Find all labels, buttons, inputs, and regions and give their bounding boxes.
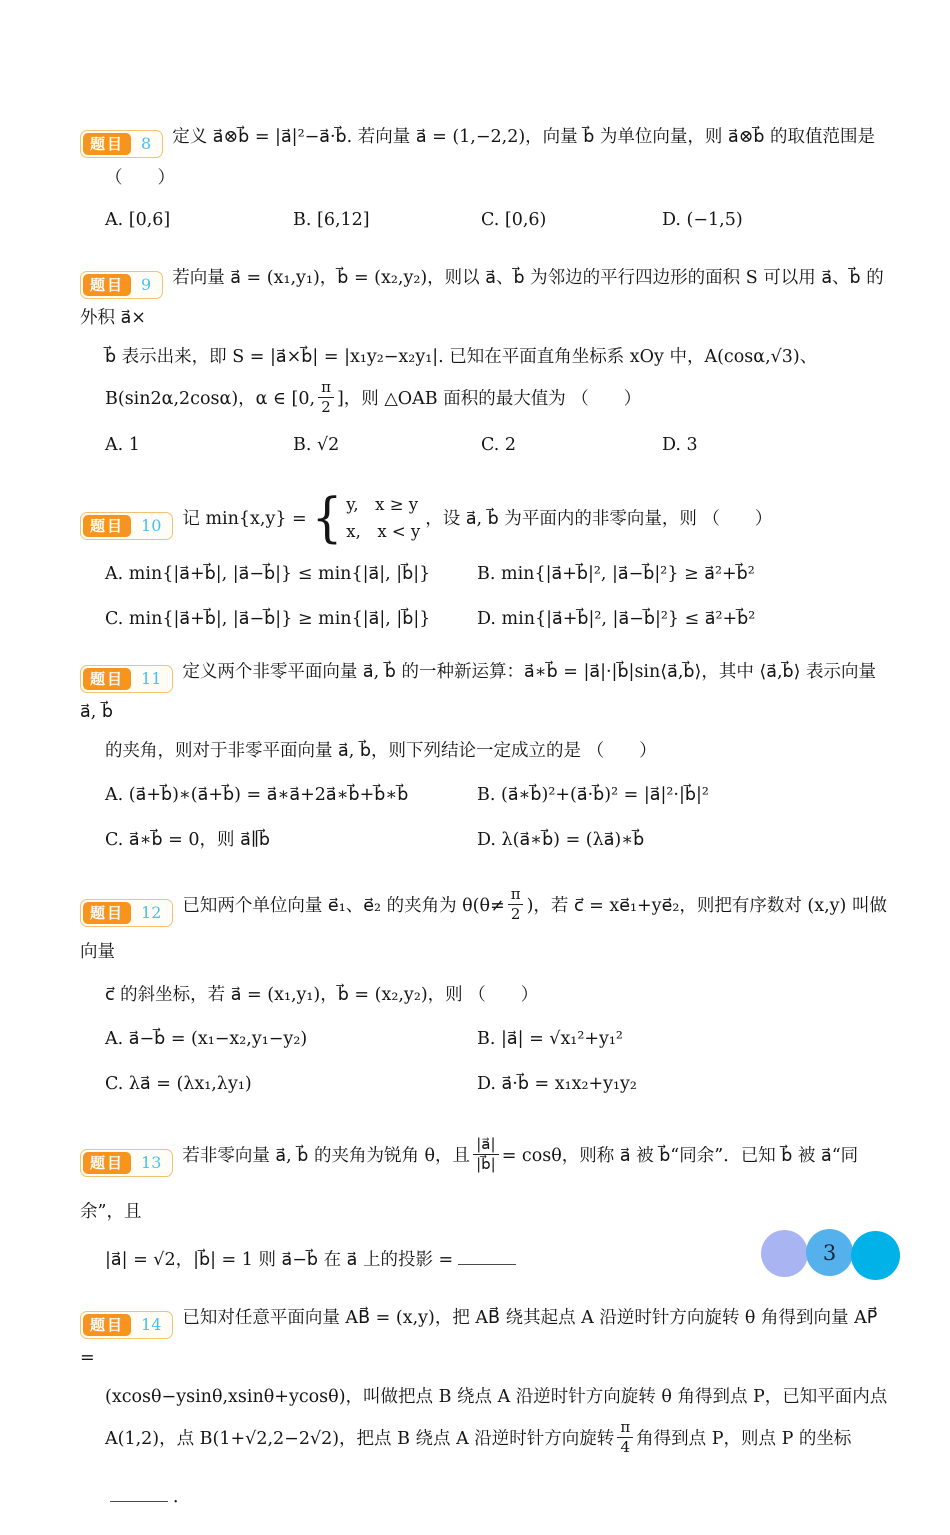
fraction-mag-a-over-mag-b: $\frac{|a⃗|}{|b⃗|}$: [473, 1135, 499, 1175]
question-badge: [80, 130, 163, 158]
question-badge: [80, 512, 173, 540]
question-number: 13: [141, 1153, 162, 1172]
question-text: 已知对任意平面向量 AB⃗ = (x,y)，把 AB⃗ 绕其起点 A 沿逆时针方向旋转 θ 角得到向量 AP⃗ =: [80, 1308, 878, 1368]
question-14-first-line: [80, 1299, 892, 1377]
question-badge: [80, 1311, 173, 1339]
question-14-line4: [80, 1478, 892, 1516]
fraction-pi-over-4: $\frac{\pi}{4}$: [617, 1418, 633, 1458]
line1-post: = cosθ，则称 a⃗ 被 b⃗“同余”．已知 b⃗ 被 a⃗“同余”，且: [80, 1146, 859, 1222]
line3-pre: B(sin2α,2cosα)，α ∈ [0,: [105, 389, 316, 409]
question-11-options: [80, 773, 892, 862]
question-8: [80, 118, 892, 240]
badge-label: 题目: [83, 1152, 131, 1174]
question-11-first-line: [80, 653, 892, 731]
question-number: 8: [141, 134, 152, 153]
question-badge: [80, 665, 173, 693]
question-badge: [80, 271, 163, 299]
question-9-first-line: [80, 259, 892, 337]
question-number: 9: [141, 275, 152, 294]
badge-label: 题目: [83, 902, 131, 924]
answer-blank: [458, 1249, 516, 1265]
question-14-line2: (xcosθ−ysinθ,xsinθ+ycosθ)，叫做把点 B 绕点 A 沿逆时针方向旋转 θ 角得到点 P，已知平面内点: [105, 1387, 888, 1407]
question-10: [80, 486, 892, 641]
option-d: D. λ(a⃗∗b⃗) = (λa⃗)∗b⃗: [477, 830, 645, 850]
option-c: C. [0,6): [481, 210, 547, 230]
option-d: D. (−1,5): [662, 210, 743, 230]
option-a: A. (a⃗+b⃗)∗(a⃗+b⃗) = a⃗∗a⃗+2a⃗∗b⃗+b⃗∗b⃗: [105, 785, 409, 805]
question-14-line3: [80, 1416, 892, 1462]
question-11: [80, 653, 892, 862]
badge-label: 题目: [83, 1314, 131, 1336]
question-8-options: [80, 200, 892, 240]
question-9-line3: [80, 376, 892, 422]
question-number: 14: [141, 1315, 162, 1334]
question-badge: [80, 899, 173, 927]
badge-label: 题目: [83, 133, 131, 155]
option-b: B. min{|a⃗+b⃗|², |a⃗−b⃗|²} ≥ a⃗²+b⃗²: [477, 564, 755, 584]
fraction-pi-over-2: $\frac{\pi}{2}$: [318, 378, 334, 418]
option-b: B. [6,12]: [293, 210, 370, 230]
badge-label: 题目: [83, 515, 131, 537]
question-text: 若向量 a⃗ = (x₁,y₁)，b⃗ = (x₂,y₂)，则以 a⃗、b⃗ 为邻边的平行四边形的面积 S 可以用 a⃗、b⃗ 的外积 a⃗×: [80, 268, 884, 328]
option-d: D. 3: [662, 435, 698, 455]
question-11-line2: 的夹角，则对于非零平面向量 a⃗, b⃗，则下列结论一定成立的是 （ ）: [105, 741, 657, 761]
question-text: 定义两个非零平面向量 a⃗, b⃗ 的一种新运算：a⃗∗b⃗ = |a⃗|·|b⃗|sin⟨a⃗,b⃗⟩，其中 ⟨a⃗,b⃗⟩ 表示向量 a⃗, b⃗: [80, 662, 877, 722]
option-a: A. a⃗−b⃗ = (x₁−x₂,y₁−y₂): [105, 1029, 308, 1049]
question-12-first-line: [80, 883, 892, 975]
line2-text: |a⃗| = √2，|b⃗| = 1 则 a⃗−b⃗ 在 a⃗ 上的投影 =: [105, 1250, 454, 1270]
exam-page-content: [80, 118, 892, 1535]
badge-label: 题目: [83, 274, 131, 296]
fraction-pi-over-2: $\frac{\pi}{2}$: [508, 885, 524, 925]
question-number: 10: [141, 516, 162, 535]
answer-blank: [110, 1486, 168, 1502]
page-number: 3: [822, 1240, 837, 1265]
line1-post: )，若 c⃗ = xe⃗₁+ye⃗₂，则把有序数对 (x,y) 叫做向量: [80, 896, 887, 962]
line1-pre: 若非零向量 a⃗, b⃗ 的夹角为锐角 θ，且: [182, 1146, 471, 1166]
option-c: C. min{|a⃗+b⃗|, |a⃗−b⃗|} ≥ min{|a⃗|, |b⃗|}: [105, 609, 431, 629]
page-number-circle: [806, 1229, 853, 1276]
option-b: B. √2: [293, 435, 340, 455]
option-a: A. min{|a⃗+b⃗|, |a⃗−b⃗|} ≤ min{|a⃗|, |b⃗|}: [105, 564, 431, 584]
question-14: [80, 1299, 892, 1516]
line3-pre: A(1,2)，点 B(1+√2,2−2√2)，把点 B 绕点 A 沿逆时针方向旋转: [105, 1429, 615, 1449]
question-9-options: [80, 425, 892, 465]
line3-post: 角得到点 P，则点 P 的坐标: [636, 1429, 852, 1449]
question-12-options: [80, 1017, 892, 1106]
option-b: B. |a⃗| = √x₁²+y₁²: [477, 1029, 623, 1049]
option-b: B. (a⃗∗b⃗)²+(a⃗·b⃗)² = |a⃗|²·|b⃗|²: [477, 785, 709, 805]
question-13-first-line: [80, 1128, 892, 1240]
option-c: C. a⃗∗b⃗ = 0，则 a⃗∥b⃗: [105, 830, 271, 850]
option-d: D. min{|a⃗+b⃗|², |a⃗−b⃗|²} ≤ a⃗²+b⃗²: [477, 609, 756, 629]
question-badge: [80, 1149, 173, 1177]
question-9-line2: b⃗ 表示出来，即 S = |a⃗×b⃗| = |x₁y₂−x₂y₁|. 已知在平面直角坐标系 xOy 中，A(cosα,√3)、: [105, 347, 818, 367]
badge-label: 题目: [83, 668, 131, 690]
line4-tail: ．: [173, 1487, 191, 1507]
question-12: [80, 883, 892, 1106]
piecewise-definition: [311, 486, 421, 549]
piecewise-case-2: x, x < y: [346, 521, 421, 541]
option-a: A. 1: [105, 435, 140, 455]
question-8-first-line: [80, 118, 892, 158]
option-d: D. a⃗·b⃗ = x₁x₂+y₁y₂: [477, 1074, 637, 1094]
line3-post: ]，则 △OAB 面积的最大值为 （ ）: [336, 389, 642, 409]
question-text: 定义 a⃗⊗b⃗ = |a⃗|²−a⃗·b⃗. 若向量 a⃗ = (1,−2,2)，向量 b⃗ 为单位向量，则 a⃗⊗b⃗ 的取值范围是: [172, 127, 876, 147]
left-brace: {: [311, 486, 343, 549]
option-c: C. 2: [481, 435, 517, 455]
question-number: 11: [141, 669, 162, 688]
footer-circle-lavender: [761, 1230, 808, 1277]
answer-paren: （ ）: [105, 168, 175, 188]
question-10-options: [80, 552, 892, 641]
option-a: A. [0,6]: [105, 210, 171, 230]
question-9: [80, 259, 892, 465]
footer-circle-cyan: [851, 1231, 900, 1280]
question-12-line2: c⃗ 的斜坐标，若 a⃗ = (x₁,y₁)，b⃗ = (x₂,y₂)，则 （ ）: [105, 985, 539, 1005]
piecewise-case-1: y, x ≥ y: [346, 494, 419, 514]
piecewise-after: ，设 a⃗, b⃗ 为平面内的非零向量，则 （ ）: [425, 509, 773, 529]
question-10-first-line: [80, 486, 892, 549]
line1-pre: 已知两个单位向量 e⃗₁、e⃗₂ 的夹角为 θ(θ≠: [182, 896, 505, 916]
piecewise-intro: 记 min{x,y} =: [182, 509, 307, 529]
option-c: C. λa⃗ = (λx₁,λy₁): [105, 1074, 252, 1094]
question-number: 12: [141, 903, 162, 922]
